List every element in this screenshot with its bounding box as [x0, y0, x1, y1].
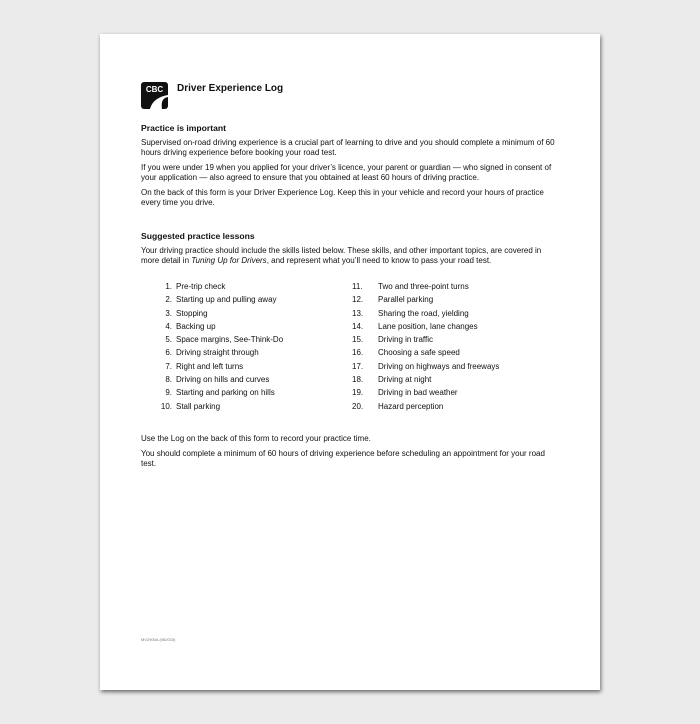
lesson-number: 1. [165, 282, 172, 291]
lesson-label: Backing up [176, 321, 216, 331]
lesson-number: 15. [352, 335, 364, 345]
lesson-item [150, 333, 283, 346]
lesson-label: Parallel parking [378, 295, 434, 305]
lesson-number: 20. [352, 401, 364, 411]
lesson-item [352, 307, 499, 320]
lesson-number: 17. [352, 361, 364, 371]
lesson-label: Starting up and pulling away [176, 295, 277, 305]
lesson-label: Driving in bad weather [378, 388, 458, 398]
lesson-item [352, 280, 499, 293]
lesson-number: 13. [352, 308, 364, 318]
closing-paragraph: You should complete a minimum of 60 hours of driving experience before scheduling an appointment for your road test. [141, 448, 545, 468]
lesson-item [150, 400, 283, 413]
lesson-label: Lane position, lane changes [378, 321, 478, 331]
lessons-column-right [352, 280, 499, 413]
lessons-intro-text: , and represent what you’ll need to know to pass your road test. [266, 256, 492, 265]
lesson-item [150, 307, 283, 320]
lesson-number: 10. [160, 401, 172, 411]
lessons-section [141, 231, 561, 271]
lesson-item [352, 373, 499, 386]
logo-text: CBC [145, 85, 164, 94]
practice-section [141, 123, 561, 213]
document-title: Driver Experience Log [177, 83, 284, 94]
lesson-label: Pre-trip check [176, 282, 226, 291]
lesson-label: Space margins, See-Think-Do [176, 335, 284, 345]
lesson-number: 7. [165, 361, 172, 371]
lesson-number: 3. [165, 308, 172, 318]
lesson-item [352, 360, 499, 373]
lesson-number: 5. [165, 335, 172, 345]
lesson-item [352, 333, 499, 346]
lesson-item [150, 373, 283, 386]
lesson-item [150, 346, 283, 359]
lesson-label: Right and left turns [176, 361, 244, 371]
lesson-item [352, 400, 499, 413]
document-page [100, 34, 600, 690]
lesson-label: Choosing a safe speed [378, 348, 460, 358]
lesson-number: 4. [165, 321, 172, 331]
lesson-label: Driving on highways and freeways [378, 361, 500, 371]
lesson-item [150, 360, 283, 373]
lesson-item [150, 320, 283, 333]
closing-section [141, 434, 561, 474]
lesson-label: Driving on hills and curves [176, 375, 270, 385]
practice-paragraph: Supervised on-road driving experience is a crucial part of learning to drive and you should complete a minimum of 60 hours driving experience before booking your road test. [141, 137, 555, 157]
lesson-number: 6. [165, 348, 172, 358]
lesson-number: 18. [352, 375, 364, 385]
cbc-logo-icon [141, 82, 168, 109]
lesson-number: 2. [165, 295, 172, 305]
lesson-number: 8. [165, 375, 172, 385]
lesson-item [352, 293, 499, 306]
lesson-item [352, 346, 499, 359]
lesson-item [352, 386, 499, 399]
practice-paragraph: If you were under 19 when you applied for your driver’s licence, your parent or guardian — who signed in consent of your application — also agreed to ensure that you obtained at least 60 hours of driving practice. [141, 162, 552, 182]
lesson-item [150, 386, 283, 399]
book-title: Tuning Up for Drivers [191, 256, 267, 265]
lessons-intro [141, 246, 561, 267]
lesson-number: 12. [352, 295, 364, 305]
lesson-label: Driving at night [378, 375, 432, 385]
closing-paragraph: Use the Log on the back of this form to record your practice time. [141, 434, 371, 443]
lesson-item [150, 280, 283, 293]
lesson-item [352, 320, 499, 333]
lesson-number: 19. [352, 388, 364, 398]
practice-heading: Practice is important [141, 123, 227, 133]
lesson-label: Two and three-point turns [378, 282, 469, 291]
lesson-number: 9. [165, 388, 172, 398]
lesson-label: Starting and parking on hills [176, 388, 275, 398]
lessons-intro-text: Your driving practice should include the skills listed below. These skills, and other important topics, are covered in more detail in [141, 245, 542, 265]
lesson-number: 14. [352, 321, 364, 331]
lesson-label: Driving in traffic [378, 335, 433, 345]
lesson-label: Stall parking [176, 401, 221, 411]
lesson-number: 16. [352, 348, 364, 358]
lesson-item [150, 293, 283, 306]
lesson-label: Sharing the road, yielding [378, 308, 469, 318]
practice-paragraph: On the back of this form is your Driver Experience Log. Keep this in your vehicle and record your hours of practice every time you drive. [141, 187, 544, 207]
lessons-heading: Suggested practice lessons [141, 231, 255, 241]
lesson-label: Hazard perception [378, 401, 444, 411]
lesson-label: Stopping [176, 308, 208, 318]
lesson-number: 11. [352, 282, 363, 291]
form-code: MV2900A (082015) [141, 637, 176, 642]
lessons-column-left [150, 280, 283, 413]
lesson-label: Driving straight through [176, 348, 259, 358]
